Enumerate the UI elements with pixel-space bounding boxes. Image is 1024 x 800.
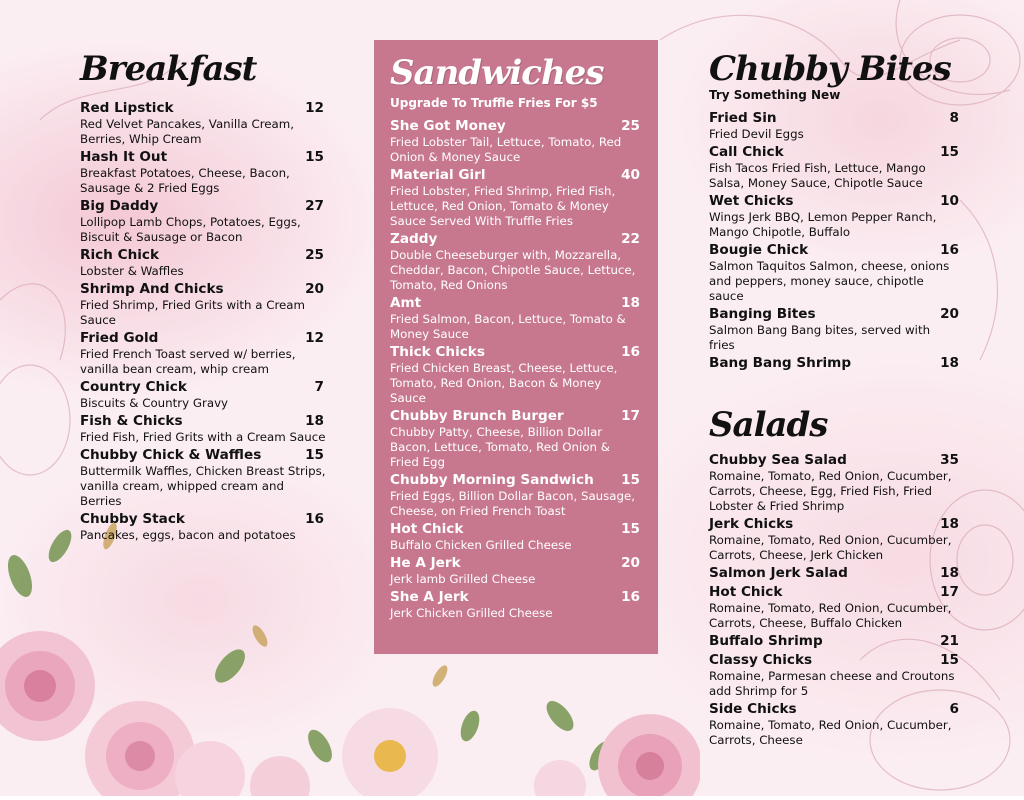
menu-item-header	[80, 447, 328, 464]
menu-item-name: Fried Gold	[80, 330, 159, 346]
menu-item-header	[709, 193, 959, 210]
menu-item-description: Chubby Patty, Cheese, Billion Dollar Bacon, Lettuce, Tomato, Red Onion & Fried Egg	[390, 425, 610, 469]
menu-item-price: 16	[940, 242, 959, 258]
menu-item-name: Jerk Chicks	[709, 516, 794, 532]
menu-item-name: Big Daddy	[80, 198, 159, 214]
menu-item-header	[390, 118, 640, 135]
menu-item-name: Hash It Out	[80, 149, 168, 165]
menu-item-price: 40	[621, 167, 640, 183]
menu-item-price: 18	[621, 295, 640, 311]
menu-item	[390, 167, 640, 229]
menu-item-header	[80, 330, 328, 347]
menu-item-name: Thick Chicks	[390, 344, 485, 360]
menu-item	[80, 447, 328, 509]
menu-item-header	[80, 511, 328, 528]
menu-item-description: Biscuits & Country Gravy	[80, 396, 229, 410]
menu-item-header	[709, 355, 959, 372]
menu-item	[709, 701, 959, 748]
menu-item	[390, 589, 640, 621]
menu-item	[709, 193, 959, 240]
menu-item-price: 27	[305, 198, 324, 214]
menu-item-name: Red Lipstick	[80, 100, 174, 116]
menu-item-description: Romaine, Tomato, Red Onion, Cucumber, Carrots, Cheese	[709, 718, 952, 747]
menu-item-header	[390, 167, 640, 184]
menu-item-description: Salmon Bang Bang bites, served with fries	[709, 323, 931, 352]
menu-item-price: 15	[621, 472, 640, 488]
menu-item-name: Hot Chick	[709, 584, 783, 600]
bites-salads-section	[709, 49, 959, 750]
menu-item	[709, 584, 959, 631]
menu-item	[709, 652, 959, 699]
menu-item-header	[709, 565, 959, 582]
menu-item-description: Red Velvet Pancakes, Vanilla Cream, Berries, Whip Cream	[80, 117, 295, 146]
menu-item	[80, 281, 328, 328]
menu-item-description: Buffalo Chicken Grilled Cheese	[390, 538, 572, 552]
menu-item	[80, 247, 328, 279]
menu-item-header	[80, 198, 328, 215]
menu-item	[709, 242, 959, 304]
menu-item-name: Bougie Chick	[709, 242, 809, 258]
salads-title: Salads	[709, 405, 828, 445]
menu-item-header	[390, 295, 640, 312]
menu-item-name: Fried Sin	[709, 110, 777, 126]
menu-item	[709, 306, 959, 353]
menu-item-header	[709, 633, 959, 650]
menu-item-description: Wings Jerk BBQ, Lemon Pepper Ranch, Mango Chipotle, Buffalo	[709, 210, 937, 239]
menu-item	[80, 149, 328, 196]
menu-item	[390, 555, 640, 587]
menu-item-name: Bang Bang Shrimp	[709, 355, 852, 371]
menu-item-description: Fried Chicken Breast, Cheese, Lettuce, Tomato, Red Onion, Bacon & Money Sauce	[390, 361, 618, 405]
menu-item-price: 12	[305, 100, 324, 116]
menu-item	[80, 100, 328, 147]
menu-item-price: 6	[949, 701, 959, 717]
sandwiches-title: Sandwiches	[390, 53, 604, 93]
bites-title: Chubby Bites	[709, 49, 951, 89]
menu-item-header	[709, 306, 959, 323]
menu-item-description: Fried Devil Eggs	[709, 127, 804, 141]
menu-item-price: 20	[621, 555, 640, 571]
menu-item-header	[80, 149, 328, 166]
menu-item-header	[390, 589, 640, 606]
menu-item	[390, 118, 640, 165]
menu-item-name: Material Girl	[390, 167, 486, 183]
menu-item-description: Fish Tacos Fried Fish, Lettuce, Mango Salsa, Money Sauce, Chipotle Sauce	[709, 161, 926, 190]
menu-item-description: Breakfast Potatoes, Cheese, Bacon, Sausage & 2 Fried Eggs	[80, 166, 290, 195]
menu-item-description: Jerk lamb Grilled Cheese	[390, 572, 536, 586]
menu-item-header	[709, 652, 959, 669]
menu-item-price: 20	[940, 306, 959, 322]
menu-item-name: Shrimp And Chicks	[80, 281, 224, 297]
menu-item-price: 15	[305, 149, 324, 165]
menu-item-name: Zaddy	[390, 231, 438, 247]
menu-item-price: 16	[305, 511, 324, 527]
menu-item-description: Buttermilk Waffles, Chicken Breast Strips, vanilla cream, whipped cream and Berries	[80, 464, 326, 508]
menu-item-price: 15	[621, 521, 640, 537]
sandwiches-panel	[374, 40, 658, 654]
menu-item-header	[80, 247, 328, 264]
menu-item	[709, 355, 959, 372]
menu-item	[390, 344, 640, 406]
menu-item-price: 12	[305, 330, 324, 346]
menu-item-price: 8	[949, 110, 959, 126]
menu-item-header	[709, 110, 959, 127]
menu-item	[80, 511, 328, 543]
menu-item-description: Romaine, Parmesan cheese and Croutons add Shrimp for 5	[709, 669, 955, 698]
menu-item	[80, 330, 328, 377]
menu-item-price: 18	[305, 413, 324, 429]
breakfast-section	[80, 49, 328, 545]
menu-item-name: He A Jerk	[390, 555, 461, 571]
menu-item	[709, 452, 959, 514]
menu-item	[709, 144, 959, 191]
menu-item-name: Country Chick	[80, 379, 187, 395]
menu-item	[390, 521, 640, 553]
menu-item-price: 18	[940, 565, 959, 581]
menu-item-header	[80, 281, 328, 298]
menu-item-name: Chubby Brunch Burger	[390, 408, 564, 424]
menu-item-price: 18	[940, 516, 959, 532]
menu-item-price: 25	[621, 118, 640, 134]
menu-item-header	[709, 144, 959, 161]
menu-item-name: Banging Bites	[709, 306, 816, 322]
menu-item-header	[709, 242, 959, 259]
menu-item-price: 17	[621, 408, 640, 424]
menu-item-header	[709, 516, 959, 533]
bites-subtitle: Try Something New	[709, 88, 841, 102]
menu-item	[80, 198, 328, 245]
menu-item-header	[390, 231, 640, 248]
menu-item-name: Rich Chick	[80, 247, 160, 263]
menu-item-header	[390, 555, 640, 572]
menu-item-description: Romaine, Tomato, Red Onion, Cucumber, Carrots, Cheese, Egg, Fried Fish, Fried Lobster & Fried Shrimp	[709, 469, 952, 513]
menu-item-header	[709, 584, 959, 601]
menu-item-header	[80, 379, 328, 396]
menu-item-header	[80, 413, 328, 430]
menu-item-description: Fried Salmon, Bacon, Lettuce, Tomato & Money Sauce	[390, 312, 626, 341]
menu-item-name: Amt	[390, 295, 422, 311]
menu-item-name: She A Jerk	[390, 589, 469, 605]
menu-item-name: Hot Chick	[390, 521, 464, 537]
menu-item-price: 15	[940, 144, 959, 160]
menu-item	[709, 565, 959, 582]
menu-item-name: Side Chicks	[709, 701, 797, 717]
sandwiches-subtitle: Upgrade To Truffle Fries For $5	[390, 96, 598, 110]
menu-item-description: Pancakes, eggs, bacon and potatoes	[80, 528, 296, 542]
menu-item-description: Fried Lobster, Fried Shrimp, Fried Fish, Lettuce, Red Onion, Tomato & Money Sauce Served With Truffle Fries	[390, 184, 616, 228]
menu-item-header	[390, 521, 640, 538]
sandwiches-items	[390, 118, 640, 621]
menu-item-header	[390, 408, 640, 425]
menu-item-description: Fried Fish, Fried Grits with a Cream Sauce	[80, 430, 326, 444]
menu-item-price: 10	[940, 193, 959, 209]
menu-item-header	[80, 100, 328, 117]
menu-item-header	[709, 452, 959, 469]
menu-item-price: 15	[305, 447, 324, 463]
menu-item	[709, 633, 959, 650]
menu-item-header	[390, 472, 640, 489]
menu-item-price: 20	[305, 281, 324, 297]
menu-item-name: Call Chick	[709, 144, 784, 160]
menu-item-name: She Got Money	[390, 118, 506, 134]
menu-item-description: Fried Eggs, Billion Dollar Bacon, Sausage, Cheese, on Fried French Toast	[390, 489, 636, 518]
menu-item-name: Buffalo Shrimp	[709, 633, 823, 649]
menu-item	[80, 413, 328, 445]
menu-item-price: 18	[940, 355, 959, 371]
menu-item-description: Romaine, Tomato, Red Onion, Cucumber, Carrots, Cheese, Jerk Chicken	[709, 533, 952, 562]
menu-item-name: Fish & Chicks	[80, 413, 183, 429]
menu-item	[709, 516, 959, 563]
menu-item-name: Chubby Chick & Waffles	[80, 447, 262, 463]
menu-item-price: 16	[621, 589, 640, 605]
menu-item-name: Chubby Sea Salad	[709, 452, 847, 468]
menu-item-header	[709, 701, 959, 718]
menu-item	[390, 295, 640, 342]
menu-item-name: Chubby Morning Sandwich	[390, 472, 594, 488]
breakfast-title: Breakfast	[80, 49, 257, 89]
menu-item-header	[390, 344, 640, 361]
menu-item-price: 22	[621, 231, 640, 247]
bites-items	[709, 110, 959, 372]
menu-item-name: Chubby Stack	[80, 511, 185, 527]
breakfast-items	[80, 100, 328, 543]
menu-item-description: Jerk Chicken Grilled Cheese	[390, 606, 553, 620]
menu-item-description: Fried Shrimp, Fried Grits with a Cream Sauce	[80, 298, 306, 327]
menu-item-description: Double Cheeseburger with, Mozzarella, Cheddar, Bacon, Chipotle Sauce, Lettuce, Tomato, Red Onions	[390, 248, 636, 292]
menu-item-name: Classy Chicks	[709, 652, 813, 668]
menu-item-price: 21	[940, 633, 959, 649]
menu-item-description: Lollipop Lamb Chops, Potatoes, Eggs, Biscuit & Sausage or Bacon	[80, 215, 301, 244]
menu-item-price: 16	[621, 344, 640, 360]
menu-item-price: 35	[940, 452, 959, 468]
menu-item	[390, 408, 640, 470]
menu-item-description: Romaine, Tomato, Red Onion, Cucumber, Carrots, Cheese, Buffalo Chicken	[709, 601, 952, 630]
menu-item-price: 15	[940, 652, 959, 668]
menu-item-name: Wet Chicks	[709, 193, 794, 209]
menu-item	[80, 379, 328, 411]
menu-item-description: Fried Lobster Tail, Lettuce, Tomato, Red Onion & Money Sauce	[390, 135, 622, 164]
menu-item-price: 7	[314, 379, 324, 395]
menu-item-description: Fried French Toast served w/ berries, vanilla bean cream, whip cream	[80, 347, 296, 376]
menu-item	[390, 231, 640, 293]
menu-item	[390, 472, 640, 519]
menu-item-description: Salmon Taquitos Salmon, cheese, onions and peppers, money sauce, chipotle sauce	[709, 259, 950, 303]
menu-item-price: 17	[940, 584, 959, 600]
menu-item	[709, 110, 959, 142]
menu-item-price: 25	[305, 247, 324, 263]
menu-item-description: Lobster & Waffles	[80, 264, 184, 278]
salads-items	[709, 452, 959, 748]
menu-item-name: Salmon Jerk Salad	[709, 565, 848, 581]
